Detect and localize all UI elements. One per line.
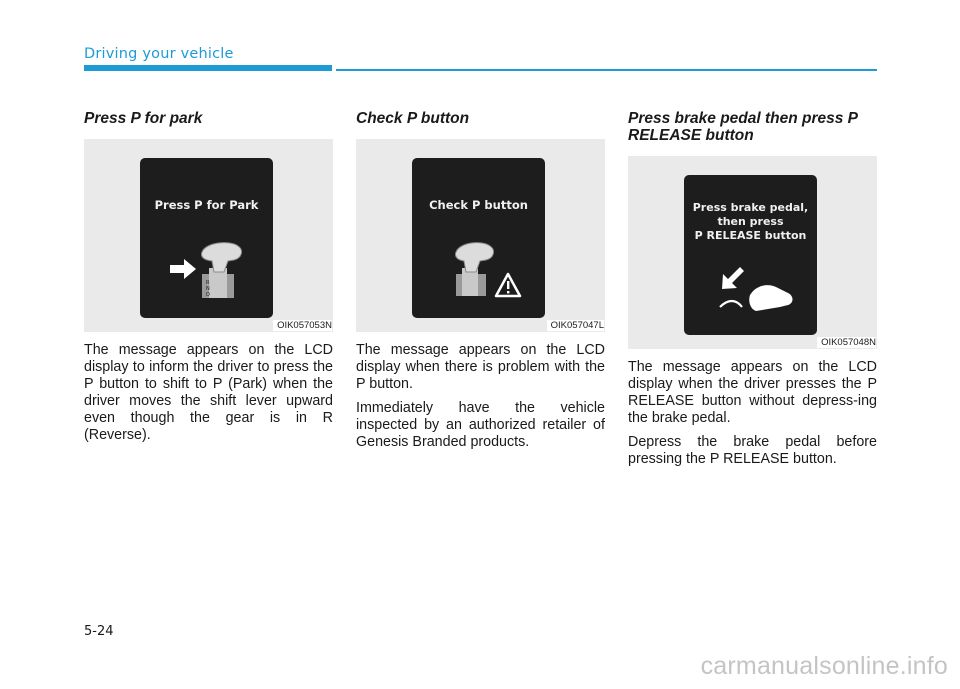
body-paragraph: The message appears on the LCD display to inform the driver to press the P button to shift to P (Park) when the driver moves the shift lever upward even though the gear is in R (Reverse). xyxy=(84,342,333,443)
column-press-p-for-park xyxy=(84,110,333,444)
warning-icon xyxy=(496,274,520,296)
lcd-message-line: Press brake pedal, xyxy=(692,201,809,214)
lcd-message-line: then press xyxy=(717,215,784,228)
gear-letter-d: D xyxy=(206,292,210,298)
lcd-screen xyxy=(412,158,545,318)
section-title: Driving your vehicle xyxy=(84,46,234,62)
lcd-figure xyxy=(356,139,605,332)
header-rule-thin xyxy=(336,69,877,71)
figure-code: OIK057048N xyxy=(817,337,876,348)
body-paragraph: The message appears on the LCD display when the driver presses the P RELEASE button without depress-ing the brake pedal. xyxy=(628,359,877,426)
gear-letter-r: R xyxy=(206,280,210,286)
arrow-right-icon xyxy=(170,259,196,279)
shift-lever-icon xyxy=(168,238,258,300)
lcd-message xyxy=(690,201,811,243)
lcd-figure xyxy=(628,156,877,349)
watermark: carmanualsonline.info xyxy=(700,652,948,680)
column-check-p-button xyxy=(356,110,605,451)
lcd-figure xyxy=(84,139,333,332)
lcd-screen xyxy=(684,175,817,335)
body-paragraph: Depress the brake pedal before pressing the P RELEASE button. xyxy=(628,434,877,467)
column-heading: Check P button xyxy=(356,110,470,127)
body-paragraph: Immediately have the vehicle inspected by an authorized retailer of Genesis Branded products. xyxy=(356,400,605,450)
lcd-message-line: P RELEASE button xyxy=(694,229,807,242)
figure-code: OIK057047L xyxy=(547,320,604,331)
shift-lever-warning-icon xyxy=(452,238,522,300)
page-number: 5-24 xyxy=(84,624,114,639)
column-heading: Press brake pedal then press P RELEASE button xyxy=(628,110,858,144)
foot-icon xyxy=(749,285,792,311)
body-paragraph: The message appears on the LCD display when there is problem with the P button. xyxy=(356,342,605,392)
column-heading: Press P for park xyxy=(84,110,203,127)
lcd-message: Check P button xyxy=(429,198,528,212)
column-press-brake-pedal xyxy=(628,110,877,468)
brake-pedal-icon xyxy=(710,259,800,319)
header-rule-thick xyxy=(84,65,332,71)
arrow-down-left-icon xyxy=(722,265,744,289)
figure-code: OIK057053N xyxy=(273,320,332,331)
lcd-message: Press P for Park xyxy=(154,198,259,212)
gear-letter-n: N xyxy=(206,286,210,292)
lcd-screen xyxy=(140,158,273,318)
